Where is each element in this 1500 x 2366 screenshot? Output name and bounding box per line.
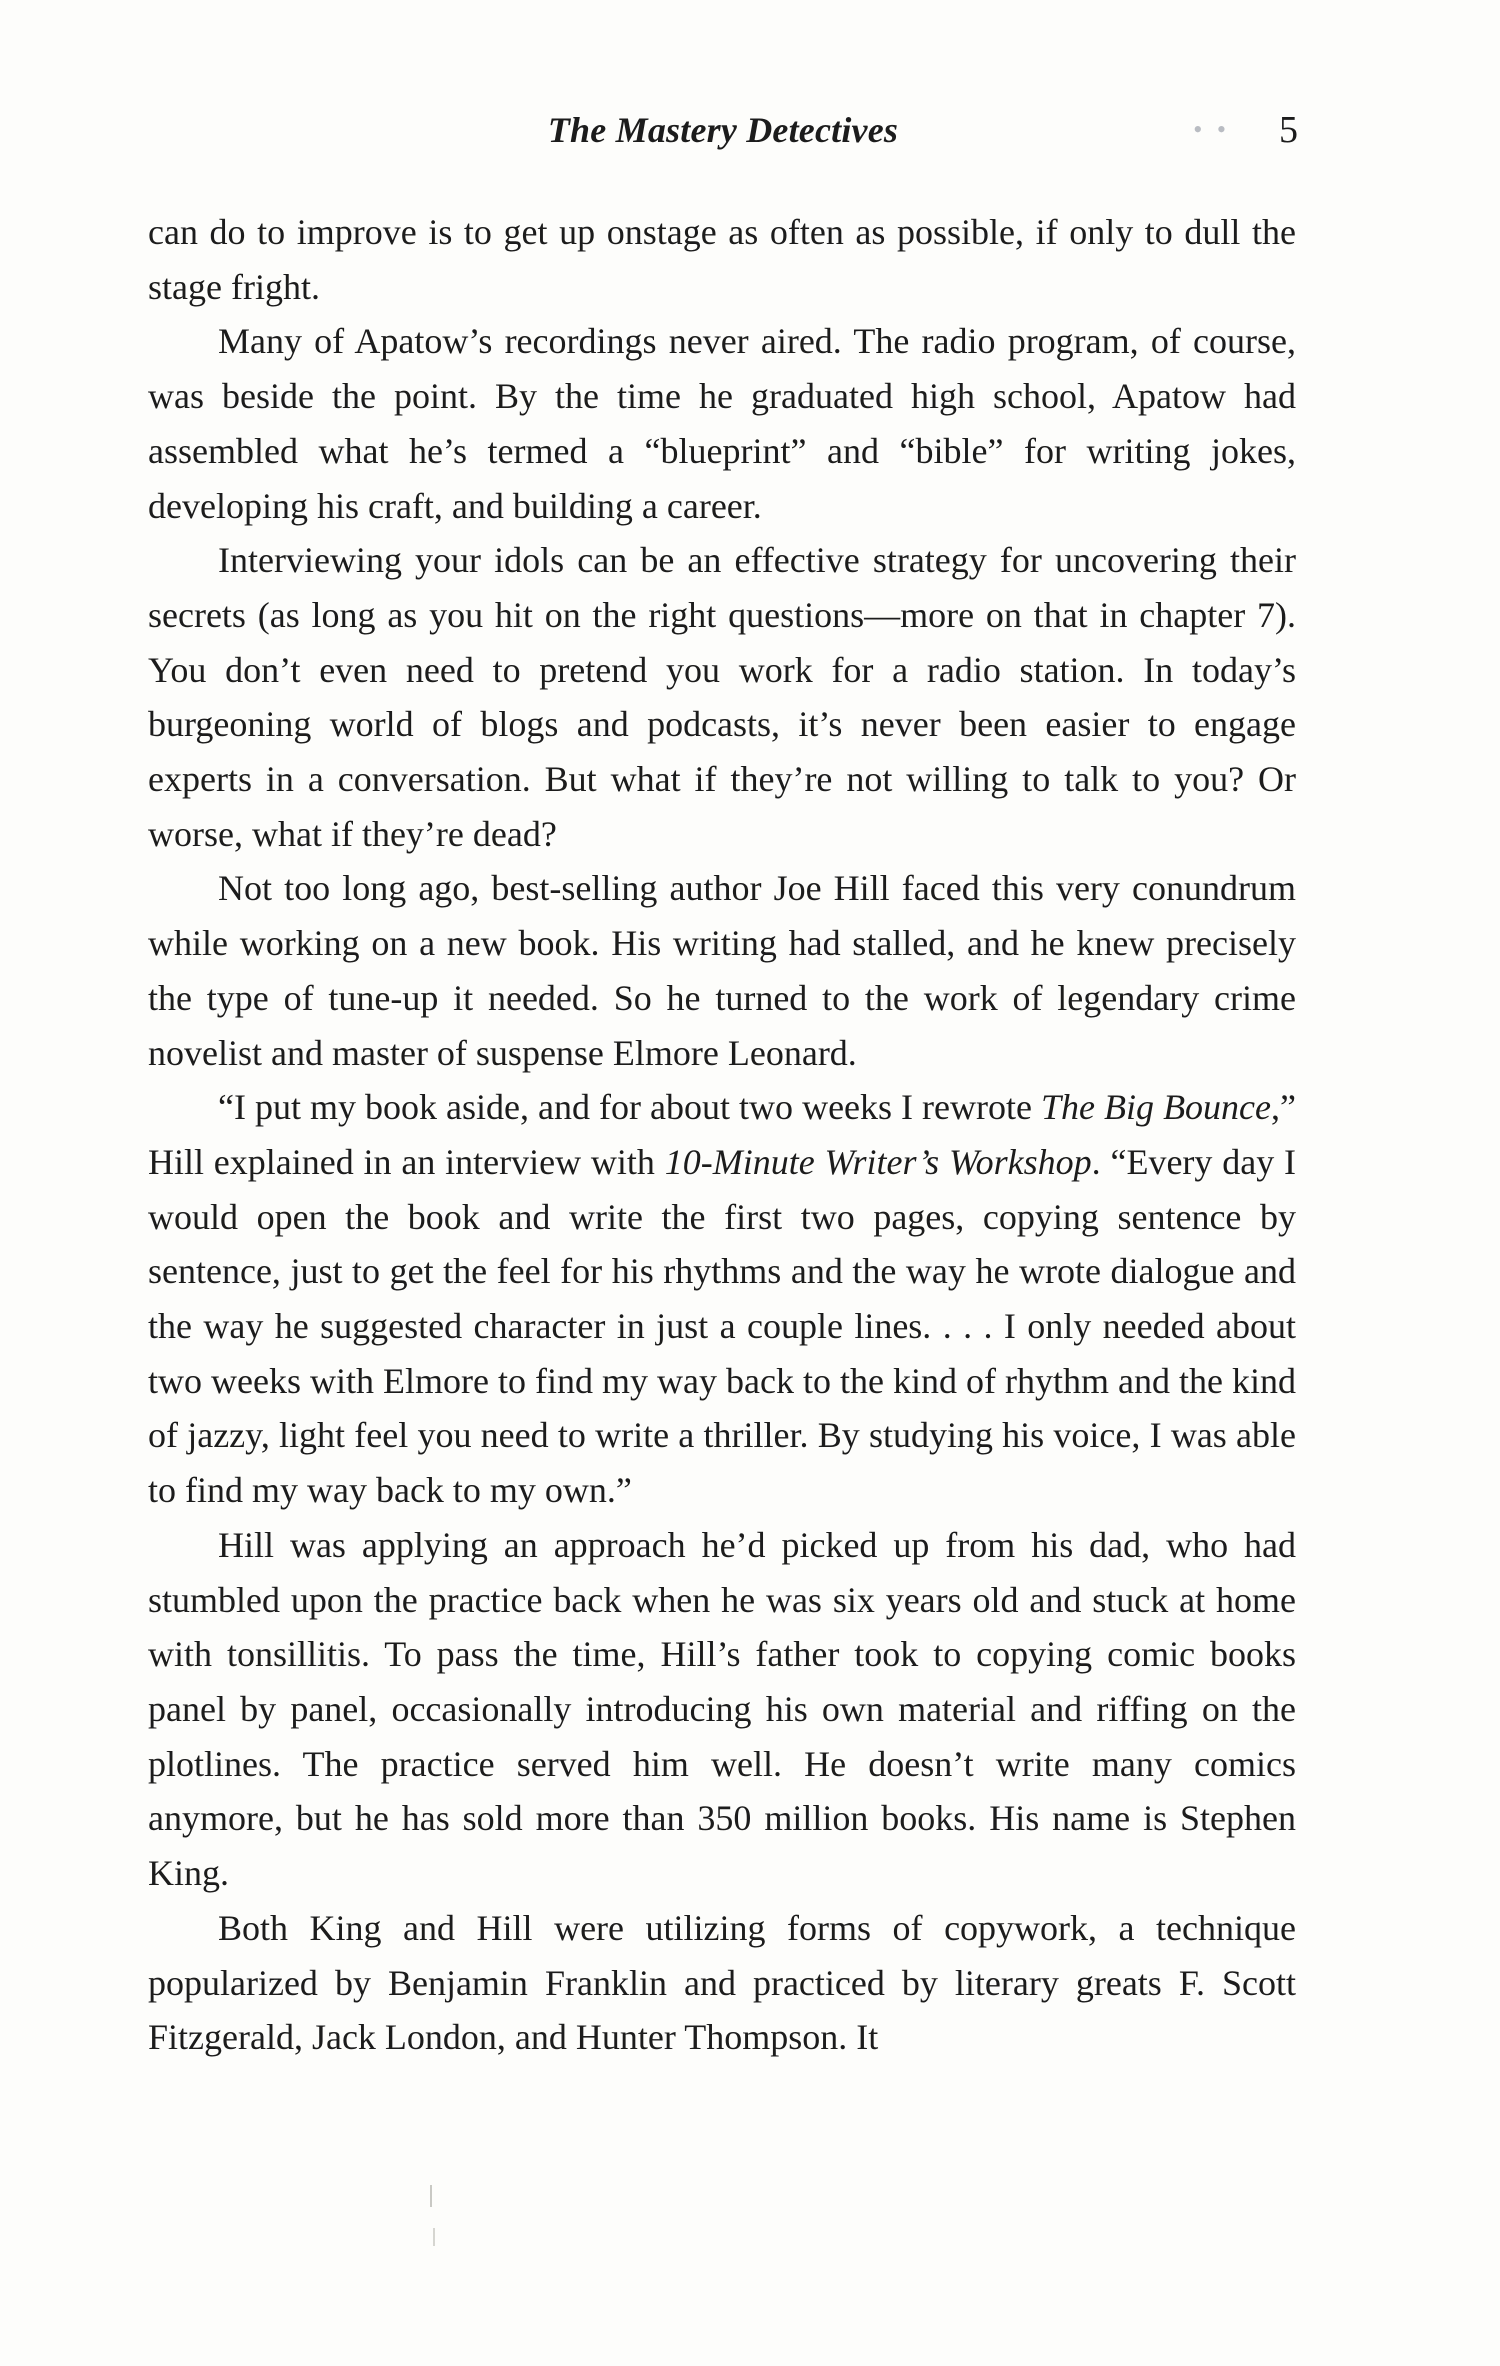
paragraph-3: Interviewing your idols can be an effective strategy for uncovering their secrets (as long as you hit on the right questions—more on that in chapter 7). You don’t even need to pretend you work for a radio station. In today’s burgeoning world of blogs and podcasts, it’s never been easier to engage experts in a conversation. But what if they’re not willing to talk to you? Or worse, what if they’re dead?	[148, 540, 1296, 854]
body-text	[148, 205, 1296, 2065]
paragraph-4: Not too long ago, best-selling author Joe Hill faced this very conundrum while working on a new book. His writing had stalled, and he knew precisely the type of tune-up it needed. So he turned to the work of legendary crime novelist and master of suspense Elmore Leonard.	[148, 868, 1296, 1073]
scan-artifact-mark	[430, 2185, 432, 2207]
scan-artifact-mark	[433, 2228, 435, 2246]
page-number: 5	[1279, 109, 1298, 151]
paragraph-7: Both King and Hill were utilizing forms of copywork, a technique popularized by Benjamin Franklin and practiced by literary greats F. Scott Fitzgerald, Jack London, and Hunter Thompson. It	[148, 1907, 1296, 2058]
quote-open-text: “I put my book aside, and for about two weeks I rewrote	[218, 1087, 1042, 1128]
running-title: The Mastery Detectives	[547, 110, 899, 150]
header-ornament: • •	[1193, 115, 1230, 144]
quote-mid-text: ,” Hill explained in an interview with	[148, 1087, 1296, 1182]
paragraph-2: Many of Apatow’s recordings never aired. The radio program, of course, was beside the point. By the time he graduated high school, Apatow had assembled what he’s termed a “blueprint” and “bible” for writing jokes, developing his craft, and building a career.	[148, 321, 1296, 526]
book-title-big-bounce: The Big Bounce	[1041, 1087, 1272, 1128]
running-header	[148, 100, 1298, 160]
paragraph-6: Hill was applying an approach he’d picked up from his dad, who had stumbled upon the practice back when he was six years old and stuck at home with tonsillitis. To pass the time, Hill’s father took to copying comic books panel by panel, occasionally introducing his own material and riffing on the plotlines. The practice served him well. He doesn’t write many comics anymore, but he has sold more than 350 million books. His name is Stephen King.	[148, 1524, 1296, 1894]
paragraph-1: can do to improve is to get up onstage as often as possible, if only to dull the stage fright.	[148, 212, 1296, 307]
publication-title-workshop: 10-Minute Writer’s Workshop	[664, 1141, 1092, 1182]
quote-rest-text: . “Every day I would open the book and write the first two pages, copying sentence by sentence, just to get the feel for his rhythms and the way he wrote dialogue and the way he suggested character in just a couple lines. . . . I only needed about two weeks with Elmore to find my way back to the kind of rhythm and the kind of jazzy, light feel you need to write a thriller. By studying his voice, I was able to find my way back to my own.”	[148, 1141, 1296, 1511]
paragraph-5	[148, 1080, 1296, 1518]
